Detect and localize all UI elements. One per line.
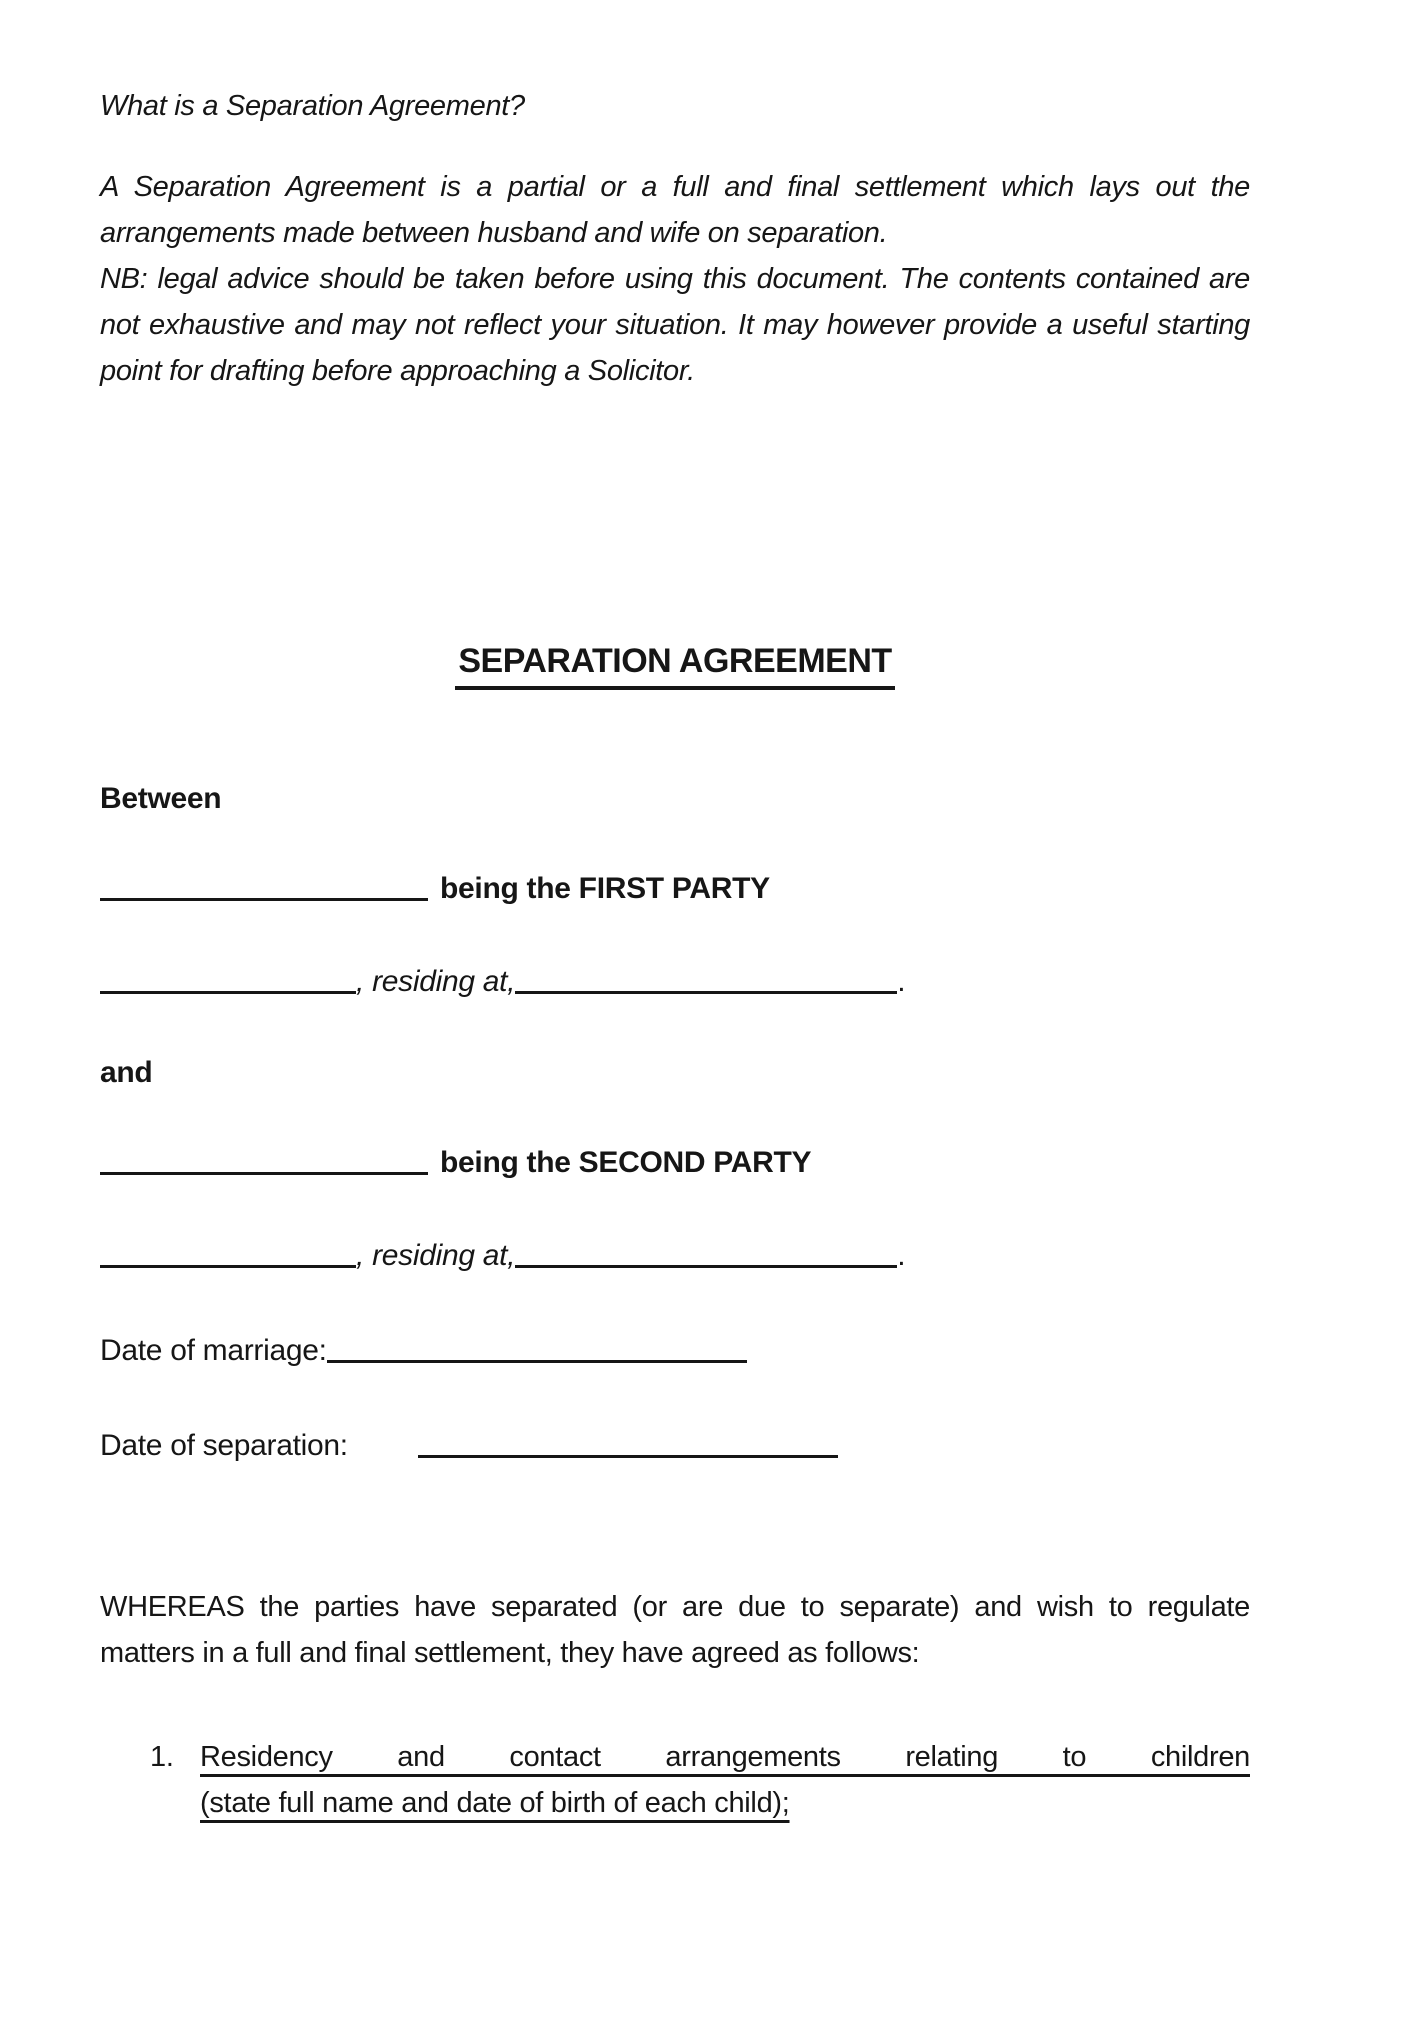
first-party-label: being the FIRST PARTY: [440, 872, 770, 905]
whereas-paragraph: WHEREAS the parties have separated (or are due to separate) and wish to regulate matters in a full and final settlement, they have agreed as follows:: [100, 1591, 1250, 1669]
first-party-row: [100, 868, 1250, 909]
date-of-marriage-row: [100, 1330, 1250, 1371]
date-of-separation-blank: [418, 1428, 838, 1458]
between-label: Between: [100, 782, 222, 815]
second-party-row: [100, 1142, 1250, 1183]
second-party-residing-label: , residing at,: [356, 1239, 516, 1272]
second-party-residence-row: [100, 1235, 1250, 1276]
first-party-period: .: [897, 965, 906, 998]
first-party-detail-blank: [100, 964, 356, 994]
list-item-1-line1: Residency and contact arrangements relating to children: [200, 1741, 1250, 1773]
title-row: [100, 642, 1250, 690]
first-party-residence-row: [100, 961, 1250, 1002]
second-party-period: .: [897, 1239, 906, 1272]
date-of-marriage-label: Date of marriage:: [100, 1334, 327, 1367]
intro-paragraph: A Separation Agreement is a partial or a full and final settlement which lays out the arrangements made between husband and wife on separation.: [100, 171, 1250, 249]
date-of-separation-label: Date of separation:: [100, 1429, 348, 1462]
date-of-separation-row: [100, 1425, 1250, 1466]
second-party-label: being the SECOND PARTY: [440, 1146, 812, 1179]
first-party-address-blank: [515, 964, 897, 994]
list-item-1-number: 1.: [150, 1741, 174, 1773]
date-of-marriage-blank: [327, 1333, 747, 1363]
and-label: and: [100, 1056, 153, 1089]
second-party-name-blank: [100, 1145, 428, 1175]
second-party-detail-blank: [100, 1238, 356, 1268]
document-title: SEPARATION AGREEMENT: [455, 642, 894, 690]
list-item-1-line2: (state full name and date of birth of each child);: [200, 1787, 790, 1819]
intro-heading: What is a Separation Agreement?: [100, 90, 525, 122]
second-party-address-blank: [515, 1238, 897, 1268]
first-party-residing-label: , residing at,: [356, 965, 516, 998]
list-item-1-body: [200, 1734, 1250, 1826]
nb-paragraph: NB: legal advice should be taken before using this document. The contents contained are not exhaustive and may not reflect your situation. It may however provide a useful starting point for drafting before approaching a Solicitor.: [100, 263, 1250, 387]
first-party-name-blank: [100, 871, 428, 901]
list-item-1: [100, 1734, 1250, 1826]
